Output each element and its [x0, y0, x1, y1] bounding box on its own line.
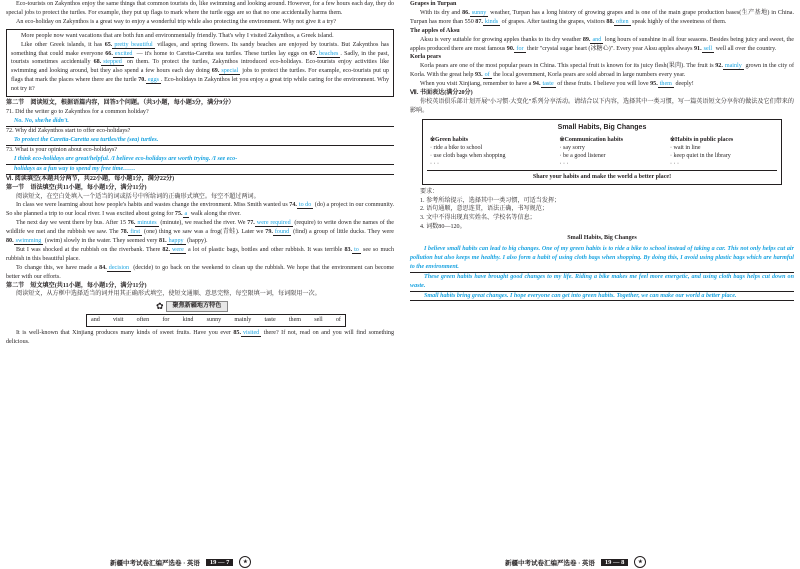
- text: (decide) to go back on the weekend to clean up the rubbish. We hope that the environment can become better with our efforts.: [6, 264, 394, 280]
- part-heading: Ⅵ. 阅读填空(本题共分两节，共22小题，每小题1分，满分22分): [6, 175, 175, 182]
- answer-79: found: [274, 229, 290, 236]
- instruction: 阅读短文，在空白处填入一个适当的词或括号中所给词的正确形式填空。每空不超过两词。: [16, 193, 260, 200]
- word-option: sunny: [206, 317, 222, 324]
- answer-line-72: [6, 136, 394, 146]
- question-71: 71. Did the writer go to Zakynthos for a common holiday?: [6, 108, 149, 115]
- answer-68: stepped: [103, 59, 122, 66]
- essay-paragraph: These green habits have brought good changes to my life. Riding a bike makes me feel more energetic, and using cloth bags helps cut down on waste.: [410, 273, 794, 292]
- habits-table: [427, 136, 777, 168]
- feature-badge: [156, 301, 394, 312]
- answer-72: To protect the Caretta-Caretta sea turtles/the (sea) turtles.: [14, 136, 159, 143]
- question-number: 75.: [174, 211, 183, 218]
- paragraph: [410, 62, 794, 80]
- answer-87: kinds: [484, 18, 499, 25]
- answer-90: for: [516, 45, 524, 52]
- column-header: ※Green habits: [430, 136, 469, 143]
- column-header: ※Communication habits: [559, 136, 624, 143]
- question-number: 90.: [506, 45, 515, 52]
- text: on them. To protect the turtles, Zakynthos introduced eco-holidays. Eco-tourists enjoy activities like swimming and looking around, but they also spend a few hours each day doing: [11, 59, 389, 75]
- question-72: 72. Why did Zakynthos start to offer eco-holidays?: [6, 127, 131, 134]
- essay-title: Small Habits, Big Changes: [567, 235, 637, 242]
- text: (happy).: [185, 238, 208, 245]
- answer-94: taste: [542, 81, 554, 88]
- text: Like other Greek islands, it has: [21, 41, 105, 48]
- answer-92: mainly: [724, 63, 742, 70]
- badge-label: 聚焦新疆地方特色: [166, 301, 229, 312]
- heading-text: Grapes in Turpan: [410, 1, 457, 7]
- question-number: 65.: [104, 41, 113, 48]
- badge-icon: ★: [239, 556, 251, 568]
- flower-icon: ✿: [156, 301, 164, 312]
- answer-84: decision: [108, 264, 130, 271]
- question-number: 87.: [475, 18, 483, 25]
- subheading: [410, 27, 794, 36]
- paragraph: [6, 219, 394, 246]
- essay-paragraph: I believe small habits can lead to big changes. One of my green habits is to ride a bike to school instead of taking a car. This not only helps cut air pollution but also keeps me healthy. I also form a habit of using cloth bags when shopping. By doing this, I avoid using plastic bags which are harmful to the environment.: [410, 245, 794, 273]
- question-number: 80.: [6, 238, 14, 245]
- table-cell: · be a good listener: [559, 152, 606, 159]
- text: (require) to write down the names of the wildlife we met and the rubbish we saw. The: [6, 220, 394, 236]
- text: their "crystal sugar heart (冰糖心)". Every year Aksu apples always: [525, 45, 694, 52]
- answer-76: minutes: [137, 220, 157, 227]
- text: jobs to protect the turtles. For example, eco-tourists put up flags that mark the places where there are the turtle: [11, 68, 389, 84]
- answer-91: sell: [703, 45, 713, 52]
- word-option: and: [91, 317, 100, 324]
- question-number: 95.: [650, 81, 658, 88]
- question-number: 81.: [159, 238, 167, 245]
- question-number: 84.: [99, 264, 107, 271]
- answer-75: a: [184, 211, 188, 218]
- answer-95: them: [659, 81, 672, 88]
- answer-77: were required: [256, 220, 291, 227]
- table-header-row: [427, 136, 777, 144]
- table-cell: · ride a bike to school: [430, 144, 483, 151]
- text: speak highly of the sweetness of them.: [630, 18, 727, 25]
- paragraph: An eco-holiday on Zakynthos is a great way to enjoy a wonderful trip while also protecting the environment. Why not give it a try?: [16, 18, 337, 25]
- question-number: 74.: [289, 202, 297, 209]
- answer-78: first: [130, 229, 141, 236]
- table-row: [427, 152, 777, 160]
- question-number: 83.: [344, 246, 353, 253]
- question-number: 68.: [93, 59, 102, 66]
- answer-82: were: [171, 246, 184, 253]
- heading-text: The apples of Aksu: [410, 27, 460, 34]
- answer-88: often: [616, 18, 629, 25]
- text: Aksu is very suitable for growing apples thanks to its dry weather: [420, 36, 583, 43]
- left-column: [6, 0, 394, 347]
- paragraph: [6, 264, 394, 282]
- answer-80: swimming: [15, 238, 42, 245]
- table-row: [427, 144, 777, 152]
- paragraph: [410, 36, 794, 54]
- text: (swim) slowly in the water. They seemed very: [43, 238, 160, 245]
- table-cell: · · ·: [670, 160, 679, 167]
- paragraph: [6, 329, 394, 347]
- subheading: [410, 0, 794, 9]
- answer-81: happy: [168, 238, 184, 245]
- requirements-heading: 要求：: [420, 188, 439, 195]
- footer-title: 新疆中考试卷汇编严选卷 · 英语: [505, 559, 595, 567]
- footer-title: 新疆中考试卷汇编严选卷 · 英语: [110, 559, 200, 567]
- subheading: [410, 53, 794, 62]
- text: . Eco-holidays in Zakynthos let you enjoy a great trip while caring for the environment. Why not try it?: [11, 77, 389, 93]
- question-number: 91.: [693, 45, 702, 52]
- question-number: 69.: [211, 68, 220, 75]
- text: (find) a group of little ducks. They were: [291, 229, 394, 236]
- table-cell: · · ·: [430, 160, 439, 167]
- text: the local government, Korla pears are sold abroad in large numbers every year.: [491, 72, 686, 79]
- answer-89: and: [592, 36, 602, 43]
- badge-icon: ★: [634, 556, 646, 568]
- column-header: ※Habits in public places: [670, 136, 734, 143]
- question-number: 66.: [105, 50, 113, 57]
- answer-86: sunny: [471, 9, 487, 16]
- answer-line-73a: [6, 155, 394, 165]
- text: weather, Turpan has a long history of growing grapes and is one of the main grape production bases(生产基地) in China. Turpan has more than 550: [410, 9, 795, 25]
- section-heading: 第二节 短文填空(共11小题，每小题1分，满分11分): [6, 282, 147, 289]
- question-number: 89.: [582, 36, 591, 43]
- paragraph: [410, 80, 794, 89]
- word-option: sell: [314, 317, 323, 324]
- answer-73-line1: I think eco-holidays are great/helpful. /I believe eco-holidays are worth trying. /I see eco-: [14, 155, 238, 162]
- heading-text: Korla pears: [410, 54, 441, 61]
- text: of these fruits. I believe you will love: [555, 81, 651, 88]
- text: walk along the river.: [189, 211, 241, 218]
- question-number: 70.: [138, 77, 146, 84]
- text: But I was shocked at the rubbish on the riverbank. There: [16, 246, 163, 253]
- answer-74: to do: [298, 202, 312, 209]
- instruction: 阅读短文，从方框中选择适当的词并用其正确形式填空，使短文通顺、意思完整，每空限填一词，每词限用一次。: [16, 291, 321, 298]
- page-footer-left: [110, 555, 251, 569]
- section-heading: 第二节 阅读短文，根据语篇内容，回答3个问题。（共3小题，每小题3分，满分9分）: [6, 100, 235, 107]
- paragraph: [6, 201, 394, 219]
- text: To change this, we have made a: [16, 264, 100, 271]
- answer-65: pretty beautiful: [114, 41, 153, 48]
- answer-line-73b: [6, 165, 394, 175]
- text: a lot of plastic bags, bottles and other rubbish. It was terrible: [185, 246, 345, 253]
- answer-71: No. No, she/he didn't.: [14, 117, 69, 124]
- text: (one) thing we saw was a frog(青蛙). Later we: [142, 229, 266, 236]
- section-heading: 第一节 语法填空(共11小题，每小题1分，满分11分): [6, 184, 147, 191]
- question-73: 73. What is your opinion about eco-holidays?: [6, 146, 118, 153]
- question-number: 67.: [309, 50, 318, 57]
- word-option: visit: [112, 317, 124, 324]
- word-box: [86, 314, 346, 327]
- requirement: 3. 文中不得出现真实姓名、学校名等信息；: [420, 215, 536, 222]
- paragraph: More people now want vacations that are both fun and environmentally friendly. That's why I visited Zakynthos, a Greek island.: [21, 32, 334, 39]
- text: villages, and spring flowers. Its sandy beaches are enjoyed by tourists. But Zakynthos has something that could make everyone: [11, 41, 389, 57]
- table-row: [427, 160, 777, 168]
- answer-66: excited: [114, 50, 133, 57]
- question-number: 76.: [127, 220, 136, 227]
- question-number: 85.: [233, 330, 241, 337]
- question-number: 77.: [247, 220, 255, 227]
- answer-83: to: [354, 246, 359, 253]
- paragraph: [11, 41, 389, 94]
- text: Korla pears are one of the most popular pears in China. This special fruit is known for its juicy flesh(果肉). The fruit is: [420, 63, 716, 70]
- part-heading: Ⅶ. 书面表达(满分20分): [410, 90, 473, 97]
- essay-paragraph: Small habits bring great changes. I hope everyone can get into green habits. Together, we can make our world a better place.: [410, 292, 794, 302]
- text: The next day we went there by bus. After 15: [16, 220, 128, 227]
- word-option: mainly: [234, 317, 252, 324]
- answer-line-71: [6, 117, 394, 127]
- word-option: taste: [264, 317, 276, 324]
- word-option: of: [335, 317, 341, 324]
- paragraph: [6, 246, 394, 264]
- text: — it's home to Caretta-Caretta sea turtles. These turtles lay eggs on: [134, 50, 310, 57]
- answer-85: visited: [242, 330, 260, 337]
- question-number: 92.: [715, 63, 723, 70]
- text: of grapes. After tasting the grapes, visitors: [500, 18, 607, 25]
- answer-73-line2: holidays as a fun way to spend my free time……: [14, 165, 136, 172]
- word-option: often: [136, 317, 150, 324]
- question-number: 82.: [162, 246, 170, 253]
- habits-box: [422, 119, 782, 185]
- answer-69: special: [221, 68, 239, 75]
- question-number: 78.: [120, 229, 129, 236]
- text: (do) a project in our community. So she planned a trip to our local river. I was excited about going for: [6, 202, 394, 218]
- text: there? If not, read on and you will find something delicious.: [6, 330, 394, 346]
- word-option: for: [162, 317, 170, 324]
- paragraph: Eco-tourists on Zakynthos enjoy the same things that common tourists do, like swimming and looking around. However, for a few hours each day, they do special jobs to protect the turtles. For example, they put up flags to mark where the turtle eggs are so that no one accidentally harms them.: [6, 1, 394, 16]
- answer-70: eggs: [147, 77, 160, 84]
- question-number: 79.: [265, 229, 273, 236]
- writing-prompt: 你校英语俱乐部计划开展“小习惯·大变化”系列分享活动。请结合以下内容，选择其中一类习惯，写一篇英语短文分享你的做法及它们带来的影响。: [410, 98, 794, 114]
- text: (minute), we reached the river. We: [158, 220, 248, 227]
- text: In class we were learning about how people's habits and wastes change the environment. Miss Smith wanted us: [16, 202, 290, 209]
- page-number: 19 — 8: [601, 559, 629, 566]
- answer-93: of: [484, 72, 490, 79]
- requirement: 4. 词数80—120。: [420, 224, 466, 231]
- page-footer-right: [505, 555, 646, 569]
- question-number: 86.: [462, 9, 470, 16]
- text: long hours of sunshine in all four seasons. Besides being juicy and sweet, the apples produced there are most famous: [410, 36, 794, 52]
- table-cell: · · ·: [559, 160, 569, 167]
- question-number: 93.: [474, 72, 483, 79]
- habits-box-title: Small Habits, Big Changes: [557, 123, 647, 131]
- text: well all over the country.: [714, 45, 777, 52]
- requirement: 2. 语句通顺，意思连贯，语法正确，书写规范；: [420, 206, 548, 213]
- text: see so much rubbish in this beautiful place.: [6, 246, 394, 262]
- text: It is well-known that Xinjiang produces many kinds of sweet fruits. Have you ever: [16, 330, 234, 337]
- text: When you visit Xinjiang, remember to have a: [420, 81, 533, 88]
- answer-67: beaches: [319, 50, 339, 57]
- table-cell: · use cloth bags when shopping: [430, 152, 506, 159]
- question-number: 94.: [532, 81, 541, 88]
- habits-box-footer: Share your habits and make the world a better place!: [427, 170, 777, 182]
- requirement: 1. 参考所给提示，选择其中一类习惯，可适当发挥；: [420, 197, 561, 204]
- table-cell: · keep quiet in the library: [670, 152, 731, 159]
- word-option: them: [288, 317, 302, 324]
- right-column: [410, 0, 794, 301]
- question-number: 88.: [606, 18, 615, 25]
- essay-answer: [410, 245, 794, 301]
- word-option: kind: [182, 317, 194, 324]
- table-cell: · say sorry: [559, 144, 585, 151]
- summary-box: [6, 29, 394, 97]
- text: grown in the city of Korla. With the great help: [410, 63, 794, 79]
- table-cell: · wait in line: [670, 144, 701, 151]
- text: . Sadly, in the past, tourists sometimes accidentally: [11, 50, 389, 66]
- page-number: 19 — 7: [206, 559, 234, 566]
- text: With its dry and: [420, 9, 463, 16]
- paragraph: [410, 9, 794, 27]
- text: deeply!: [673, 81, 694, 88]
